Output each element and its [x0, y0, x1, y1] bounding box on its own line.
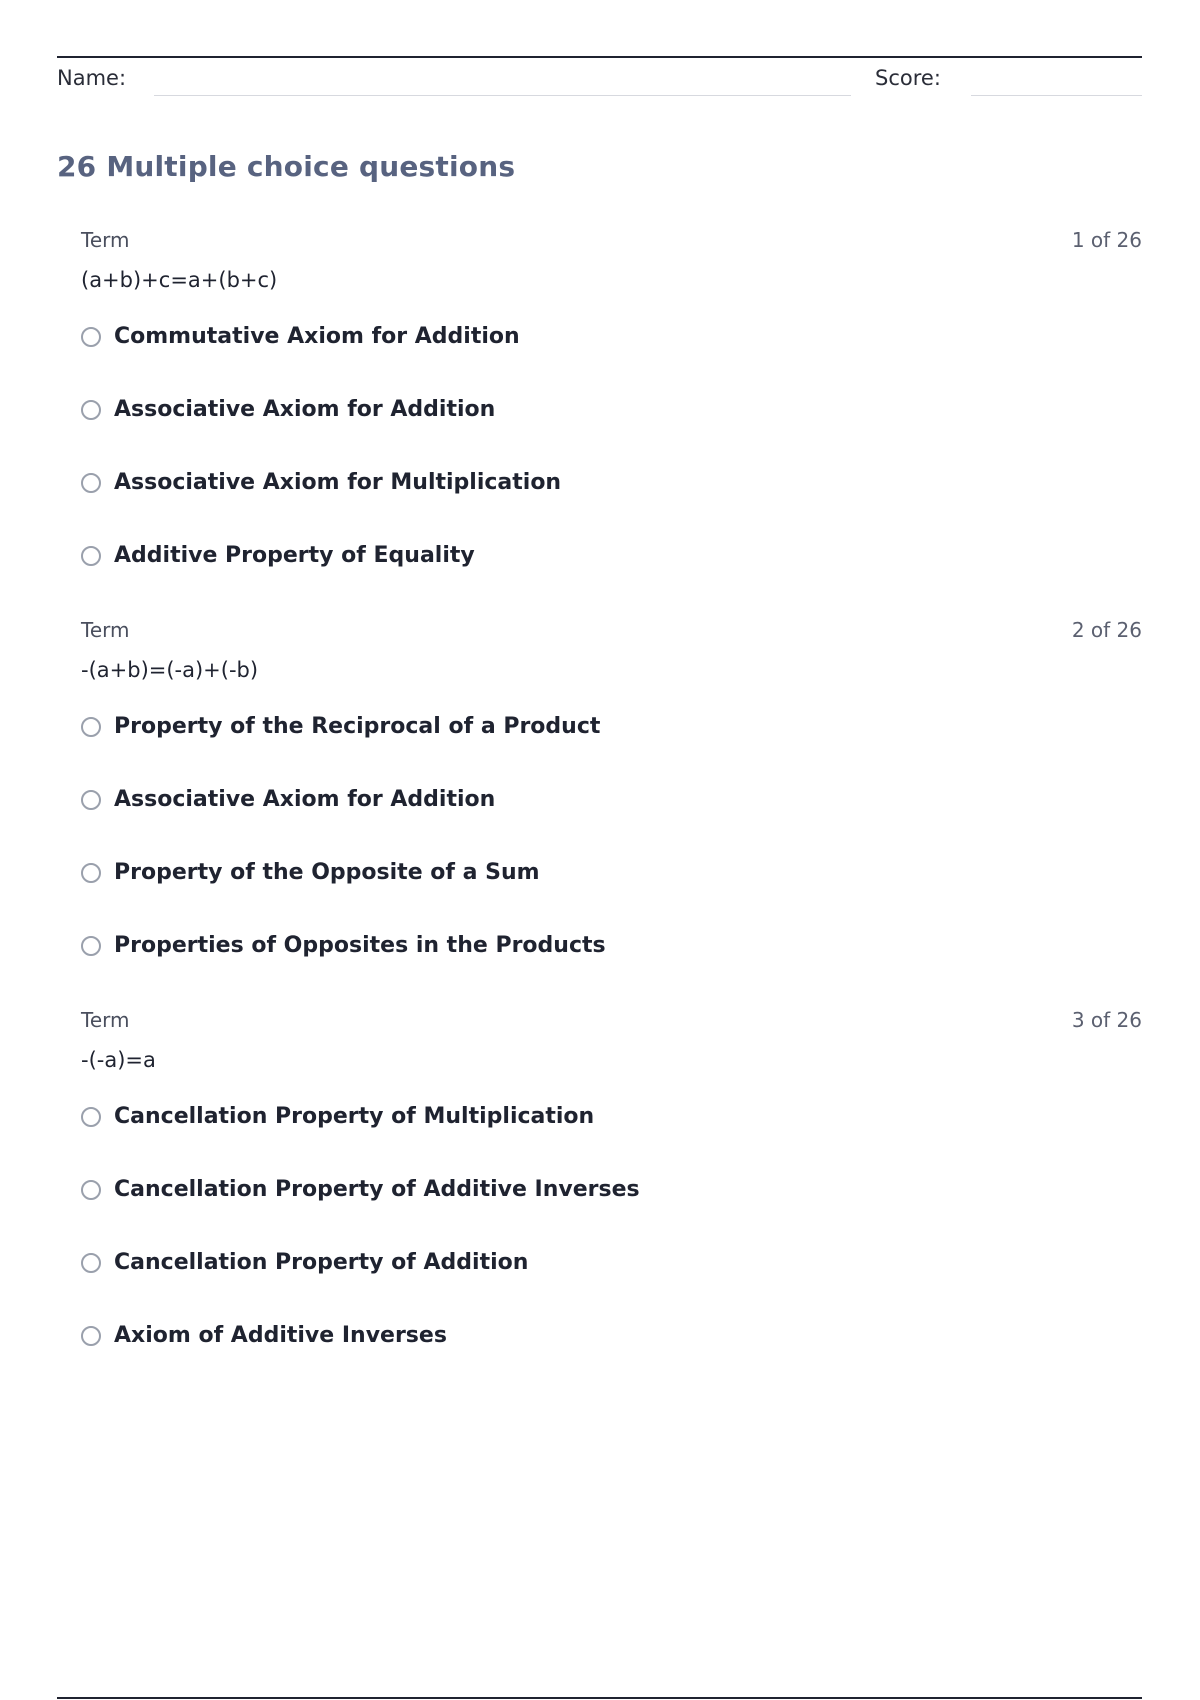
answer-options: [81, 1102, 981, 1394]
question-2: [81, 616, 1142, 1006]
answer-option[interactable]: [81, 395, 981, 468]
radio-button-icon[interactable]: [81, 1107, 101, 1127]
score-label: Score:: [875, 66, 941, 90]
name-input-line[interactable]: [154, 95, 851, 96]
question-1: [81, 226, 1142, 616]
radio-button-icon[interactable]: [81, 327, 101, 347]
answer-option[interactable]: [81, 1175, 981, 1248]
answer-option-label: Property of the Reciprocal of a Product: [114, 714, 601, 739]
answer-option-label: Commutative Axiom for Addition: [114, 324, 520, 349]
answer-option[interactable]: [81, 712, 981, 785]
answer-option[interactable]: [81, 1248, 981, 1321]
score-input-line[interactable]: [971, 95, 1142, 96]
answer-options: [81, 322, 981, 614]
answer-option-label: Cancellation Property of Multiplication: [114, 1104, 595, 1129]
worksheet-page: [57, 0, 1142, 1700]
answer-option-label: Cancellation Property of Additive Inverses: [114, 1177, 640, 1202]
radio-button-icon[interactable]: [81, 1180, 101, 1200]
answer-option-label: Axiom of Additive Inverses: [114, 1323, 447, 1348]
answer-option[interactable]: [81, 858, 981, 931]
answer-option[interactable]: [81, 1321, 981, 1394]
answer-option[interactable]: [81, 322, 981, 395]
section-title: 26 Multiple choice questions: [57, 150, 516, 183]
answer-option[interactable]: [81, 785, 981, 858]
term-label: Term: [81, 1008, 130, 1032]
answer-option-label: Associative Axiom for Multiplication: [114, 470, 562, 495]
name-score-header: [57, 58, 1142, 100]
radio-button-icon[interactable]: [81, 863, 101, 883]
name-label: Name:: [57, 66, 127, 90]
radio-button-icon[interactable]: [81, 790, 101, 810]
term-text: (a+b)+c=a+(b+c): [81, 268, 278, 292]
answer-option[interactable]: [81, 468, 981, 541]
question-list: [81, 226, 1142, 1396]
term-text: -(-a)=a: [81, 1048, 156, 1072]
answer-option-label: Additive Property of Equality: [114, 543, 475, 568]
radio-button-icon[interactable]: [81, 936, 101, 956]
radio-button-icon[interactable]: [81, 546, 101, 566]
term-label: Term: [81, 228, 130, 252]
radio-button-icon[interactable]: [81, 400, 101, 420]
question-counter: 1 of 26: [1071, 228, 1142, 252]
answer-option-label: Associative Axiom for Addition: [114, 397, 496, 422]
term-label: Term: [81, 618, 130, 642]
answer-option[interactable]: [81, 1102, 981, 1175]
radio-button-icon[interactable]: [81, 473, 101, 493]
answer-option[interactable]: [81, 931, 981, 1004]
answer-option-label: Properties of Opposites in the Products: [114, 933, 606, 958]
question-counter: 2 of 26: [1071, 618, 1142, 642]
answer-option-label: Associative Axiom for Addition: [114, 787, 496, 812]
answer-option-label: Property of the Opposite of a Sum: [114, 860, 540, 885]
radio-button-icon[interactable]: [81, 717, 101, 737]
radio-button-icon[interactable]: [81, 1253, 101, 1273]
radio-button-icon[interactable]: [81, 1326, 101, 1346]
answer-option-label: Cancellation Property of Addition: [114, 1250, 529, 1275]
term-text: -(a+b)=(-a)+(-b): [81, 658, 259, 682]
answer-options: [81, 712, 981, 1004]
question-counter: 3 of 26: [1071, 1008, 1142, 1032]
answer-option[interactable]: [81, 541, 981, 614]
question-3: [81, 1006, 1142, 1396]
bottom-divider: [57, 1697, 1142, 1699]
